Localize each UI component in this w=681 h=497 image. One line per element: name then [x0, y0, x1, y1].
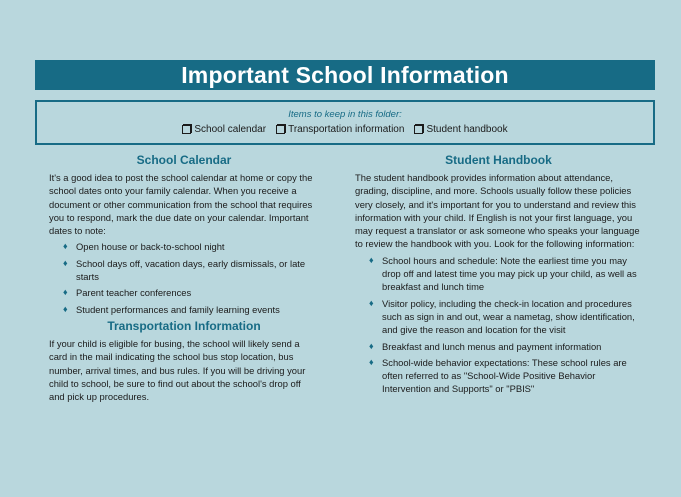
list-item [49, 303, 319, 316]
diamond-bullet-icon: ♦ [369, 356, 374, 367]
checkbox-icon [276, 125, 285, 134]
list-item [49, 257, 319, 284]
diamond-bullet-icon: ♦ [63, 257, 68, 268]
diamond-bullet-icon: ♦ [63, 287, 68, 298]
transportation-body: If your child is eligible for busing, the school will likely send a card in the mail indicating the school bus stop location, bus number, arrival times, and bus rules. If you will be driving your child to school, be sure to find out about the school's drop off and pick up procedures. [49, 337, 306, 403]
list-item-text: Open house or back-to-school night [76, 241, 225, 253]
folder-item [276, 124, 404, 135]
list-item [355, 297, 642, 337]
folder-item-label: School calendar [194, 124, 267, 135]
folder-item-label: Student handbook [426, 124, 508, 135]
diamond-bullet-icon: ♦ [369, 340, 374, 351]
list-item-text: Breakfast and lunch menus and payment information [382, 340, 602, 352]
list-item [49, 286, 319, 299]
handbook-body: The student handbook provides information about attendance, grading, discipline, and more. Schools usually follow these policies very closely, and it's important for you to understand and review this information with your child. If English is not your first language, you may request a translator or ask someone who speaks your language to review the handbook with you. Look for the following information: [355, 172, 640, 250]
calendar-heading: School Calendar [136, 153, 232, 167]
folder-items-box [35, 100, 655, 145]
diamond-bullet-icon: ♦ [369, 297, 374, 308]
diamond-bullet-icon: ♦ [63, 241, 68, 252]
left-column [49, 153, 319, 403]
list-item-text: Visitor policy, including the check-in location and procedures such as sign in and out, wear a nametag, show identification, and give the reason and location for the visit [382, 297, 635, 336]
title-banner [35, 60, 655, 90]
folder-items-list [37, 124, 653, 135]
checkbox-icon [182, 125, 191, 134]
list-item-text: School days off, vacation days, early dismissals, or late starts [76, 257, 306, 283]
page-title: Important School Information [181, 61, 509, 88]
diamond-bullet-icon: ♦ [369, 254, 374, 265]
handbook-heading: Student Handbook [445, 153, 552, 167]
list-item-text: School hours and schedule: Note the earliest time you may drop off and latest time you may pick up your child, as well as breakfast and lunch time [382, 254, 637, 293]
folder-item [414, 124, 507, 135]
checkbox-icon [414, 125, 423, 134]
folder-item-label: Transportation information [288, 124, 405, 135]
folder-heading: Items to keep in this folder: [288, 109, 402, 120]
calendar-list [49, 240, 319, 315]
calendar-body: It's a good idea to post the school calendar at home or copy the school dates onto your family calendar. When you receive a document or other communication from the school that requires you to respond, mark the due date on your calendar. Important dates to note: [49, 172, 313, 237]
list-item [355, 254, 642, 294]
list-item-text: Parent teacher conferences [76, 287, 192, 299]
diamond-bullet-icon: ♦ [63, 303, 68, 314]
list-item [355, 356, 642, 396]
list-item [49, 240, 319, 253]
handbook-list [355, 254, 642, 396]
list-item [355, 340, 642, 353]
right-column [355, 153, 642, 399]
list-item-text: Student performances and family learning events [76, 303, 280, 315]
list-item-text: School-wide behavior expectations: These school rules are often referred to as "School-Wide Positive Behavior Intervention and Supports" or "PBIS" [382, 356, 627, 395]
folder-item [182, 124, 266, 135]
transportation-heading: Transportation Information [107, 318, 261, 333]
